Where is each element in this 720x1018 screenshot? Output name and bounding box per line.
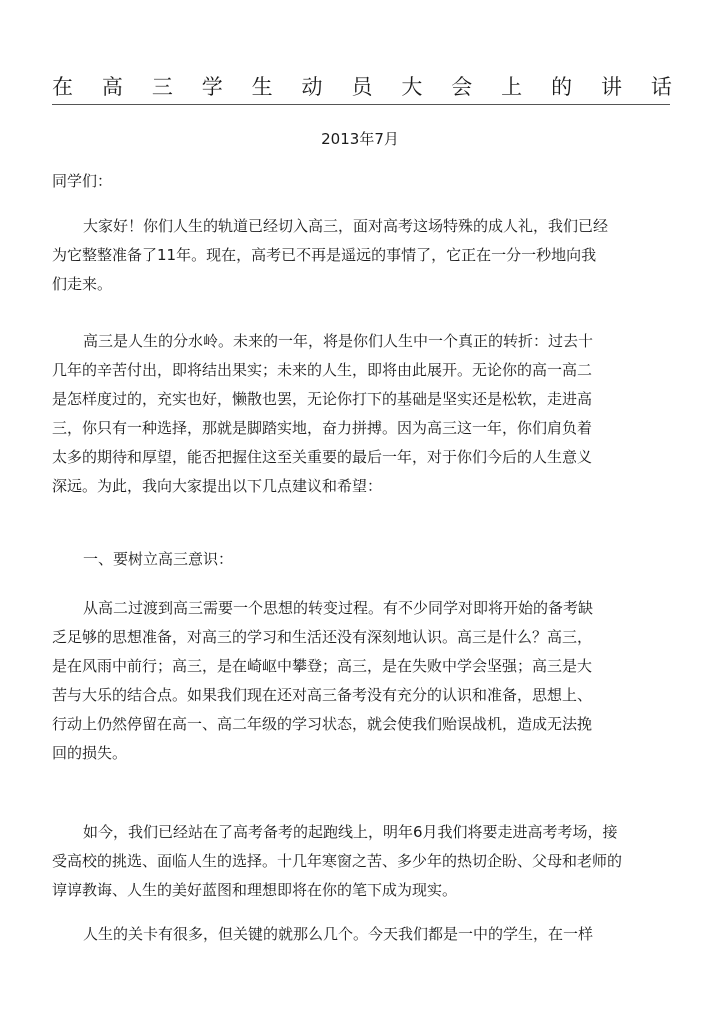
title-char: 员 xyxy=(351,75,373,99)
paragraph-line: 乏足够的思想准备，对高三的学习和生活还没有深刻地认识。高三是什么？高三， xyxy=(52,628,593,646)
paragraph-line: 是怎样度过的，充实也好，懒散也罢，无论你打下的基础是坚实还是松软，走进高 xyxy=(52,390,593,408)
title-underline xyxy=(52,104,670,105)
paragraph-1 xyxy=(52,212,632,299)
title-char: 的 xyxy=(551,75,573,99)
paragraph-2 xyxy=(52,327,632,501)
speech-date: 2013年7月 xyxy=(321,130,399,148)
paragraph-line: 大家好！你们人生的轨道已经切入高三，面对高考这场特殊的成人礼，我们已经 xyxy=(83,217,609,235)
paragraph-line: 为它整整准备了11年。现在，高考已不再是遥远的事情了，它正在一分一秒地向我 xyxy=(52,246,597,264)
title-row xyxy=(52,72,672,104)
paragraph-line: 三，你只有一种选择，那就是脚踏实地，奋力拼搏。因为高三这一年，你们肩负着 xyxy=(52,419,593,437)
page-title-chars xyxy=(52,72,672,102)
page-title xyxy=(52,72,672,102)
paragraph-line: 几年的辛苦付出，即将结出果实；未来的人生，即将由此展开。无论你的高一高二 xyxy=(52,361,593,379)
paragraph-line: 如今，我们已经站在了高考备考的起跑线上，明年6月我们将要走进高考考场，接 xyxy=(83,823,618,841)
title-char: 动 xyxy=(301,75,323,99)
title-char: 三 xyxy=(151,75,173,99)
paragraph-5 xyxy=(52,920,632,949)
title-char: 会 xyxy=(451,75,473,99)
paragraph-line: 从高二过渡到高三需要一个思想的转变过程。有不少同学对即将开始的备考缺 xyxy=(83,599,594,617)
title-char: 生 xyxy=(251,75,273,99)
title-char: 在 xyxy=(52,75,73,99)
title-char: 话 xyxy=(650,75,672,99)
section-heading: 一、要树立高三意识： xyxy=(83,550,234,568)
paragraph-line: 行动上仍然停留在高一、高二年级的学习状态，就会使我们贻误战机，造成无法挽 xyxy=(52,715,593,733)
title-char: 高 xyxy=(101,75,123,99)
paragraph-line: 太多的期待和厚望，能否把握住这至关重要的最后一年，对于你们今后的人生意义 xyxy=(52,448,593,466)
paragraph-line: 受高校的挑选、面临人生的选择。十几年寒窗之苦、多少年的热切企盼、父母和老师的 xyxy=(52,852,623,870)
paragraph-4 xyxy=(52,818,632,905)
title-char: 大 xyxy=(401,75,423,99)
paragraph-line: 们走来。 xyxy=(52,275,113,293)
paragraph-line: 人生的关卡有很多，但关键的就那么几个。今天我们都是一中的学生，在一样 xyxy=(83,925,594,943)
paragraph-line: 深远。为此，我向大家提出以下几点建议和希望： xyxy=(52,477,383,495)
paragraph-line: 苦与大乐的结合点。如果我们现在还对高三备考没有充分的认识和准备，思想上、 xyxy=(52,686,593,704)
title-char: 学 xyxy=(201,75,223,99)
paragraph-line: 高三是人生的分水岭。未来的一年，将是你们人生中一个真正的转折：过去十 xyxy=(83,332,594,350)
title-char: 上 xyxy=(501,75,523,99)
paragraph-line: 谆谆教诲、人生的美好蓝图和理想即将在你的笔下成为现实。 xyxy=(52,881,458,899)
paragraph-line: 回的损失。 xyxy=(52,744,128,762)
paragraph-3 xyxy=(52,594,632,768)
greeting: 同学们： xyxy=(52,172,113,190)
paragraph-line: 是在风雨中前行；高三，是在崎岖中攀登；高三，是在失败中学会坚强；高三是大 xyxy=(52,657,593,675)
title-char: 讲 xyxy=(600,75,622,99)
